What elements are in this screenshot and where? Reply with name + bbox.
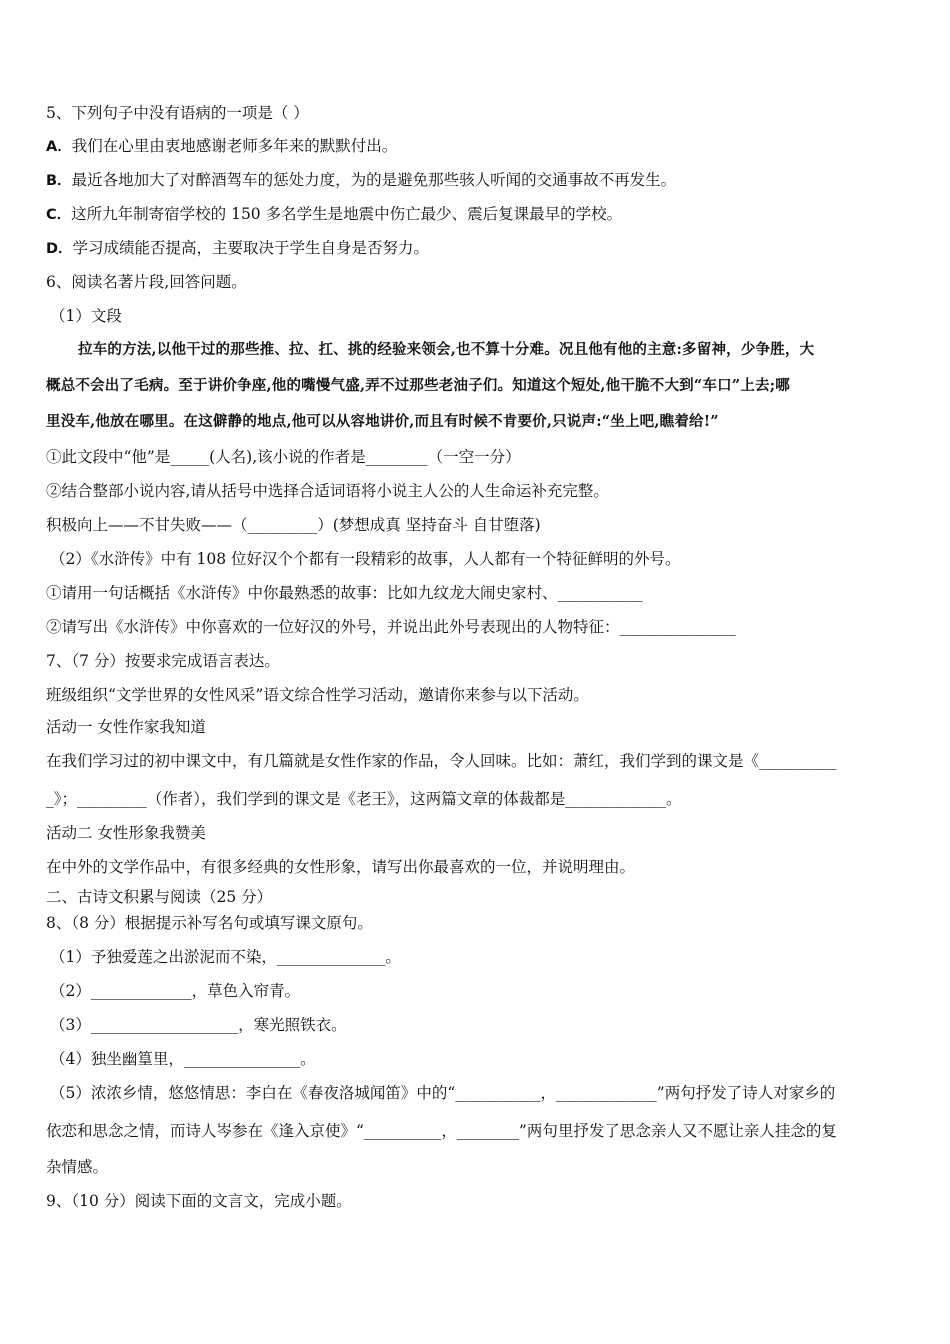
section2-title: 二、古诗文积累与阅读（25 分）	[46, 888, 273, 906]
q6-part2-sub2: ②请写出《水浒传》中你喜欢的一位好汉的外号，并说出此外号表现出的人物特征：_______________	[46, 618, 736, 636]
q6-excerpt-line-1: 拉车的方法,以他干过的那些推、拉、扛、挑的经验来领会,也不算十分难。况且他有他的主意:多留神，少争胜，大	[78, 341, 815, 358]
q8-item-3: （3）___________________，寒光照铁衣。	[50, 1016, 347, 1034]
q6-part1-title: （1）文段	[50, 307, 122, 325]
q8-item-4: （4）独坐幽篁里，_______________。	[50, 1050, 316, 1068]
q7-activity1-line2: _》；_________（作者），我们学到的课文是《老王》，这两篇文章的体裁都是_____________。	[46, 790, 682, 808]
q8-item-5-line-3: 杂情感。	[46, 1158, 109, 1176]
q6-stem: 6、阅读名著片段,回答问题。	[46, 273, 247, 291]
q7-activity1-line1: 在我们学习过的初中课文中，有几篇就是女性作家的作品，令人回味。比如：萧红，我们学到的课文是《__________	[46, 752, 837, 770]
q5-stem: 5、下列句子中没有语病的一项是（ ）	[46, 104, 309, 122]
option-label: B．	[46, 173, 72, 189]
option-text: 这所九年制寄宿学校的 150 多名学生是地震中伤亡最少、震后复课最早的学校。	[71, 205, 623, 223]
q8-item-5-line-1: （5）浓浓乡情，悠悠情思：李白在《春夜洛城闻笛》中的“___________，_____________”两句抒发了诗人对家乡的	[50, 1084, 836, 1102]
q6-excerpt-line-2: 概总不会出了毛病。至于讲价争座,他的嘴慢气盛,弄不过那些老油子们。知道这个短处,他干脆不大到“车口”上去;哪	[46, 377, 790, 394]
q5-option-b	[46, 170, 910, 191]
q8-item-1: （1）予独爱莲之出淤泥而不染，______________。	[50, 948, 401, 966]
q6-sub1: ①此文段中“他”是_____(人名),该小说的作者是________（一空一分）	[46, 448, 521, 466]
q7-intro: 班级组织“文学世界的女性风采”语文综合性学习活动，邀请你来参与以下活动。	[46, 686, 589, 704]
q6-fate-line: 积极向上——不甘失败——（_________）(梦想成真 坚持奋斗 自甘堕落)	[46, 516, 541, 534]
q6-sub2: ②结合整部小说内容,请从括号中选择合适词语将小说主人公的人生命运补充完整。	[46, 482, 609, 500]
option-label: A．	[46, 139, 72, 155]
q7-stem: 7、（7 分）按要求完成语言表达。	[46, 652, 280, 670]
option-text: 最近各地加大了对醉酒驾车的惩处力度，为的是避免那些骇人听闻的交通事故不再发生。	[71, 171, 677, 189]
q7-activity2-title: 活动二 女性形象我赞美	[46, 824, 206, 842]
q6-part2-title: （2）《水浒传》中有 108 位好汉个个都有一段精彩的故事，人人都有一个特征鲜明的外号。	[50, 550, 681, 568]
option-label: C．	[46, 207, 72, 223]
option-label: D．	[46, 241, 73, 257]
q8-stem: 8、（8 分）根据提示补写名句或填写课文原句。	[46, 914, 373, 932]
q9-stem: 9、（10 分）阅读下面的文言文，完成小题。	[46, 1192, 352, 1210]
q7-activity2-text: 在中外的文学作品中，有很多经典的女性形象，请写出你最喜欢的一位，并说明理由。	[46, 858, 636, 876]
q5-option-c	[46, 204, 910, 225]
q6-excerpt-line-3: 里没车,他放在哪里。在这僻静的地点,他可以从容地讲价,而且有时候不肯要价,只说声:“坐上吧,瞧着给!”	[46, 413, 719, 430]
q5-option-d	[46, 238, 910, 259]
q6-part2-sub1: ①请用一句话概括《水浒传》中你最熟悉的故事：比如九纹龙大闹史家村、___________	[46, 584, 643, 602]
q8-item-5-line-2: 依恋和思念之情，而诗人岑参在《逢入京使》“__________，________”两句里抒发了思念亲人又不愿让亲人挂念的复	[46, 1122, 837, 1140]
q5-option-a	[46, 136, 910, 157]
option-text: 学习成绩能否提高，主要取决于学生自身是否努力。	[72, 239, 430, 257]
q7-activity1-title: 活动一 女性作家我知道	[46, 718, 206, 736]
option-text: 我们在心里由衷地感谢老师多年来的默默付出。	[71, 137, 398, 155]
q8-item-2: （2）_____________，草色入帘青。	[50, 982, 301, 1000]
